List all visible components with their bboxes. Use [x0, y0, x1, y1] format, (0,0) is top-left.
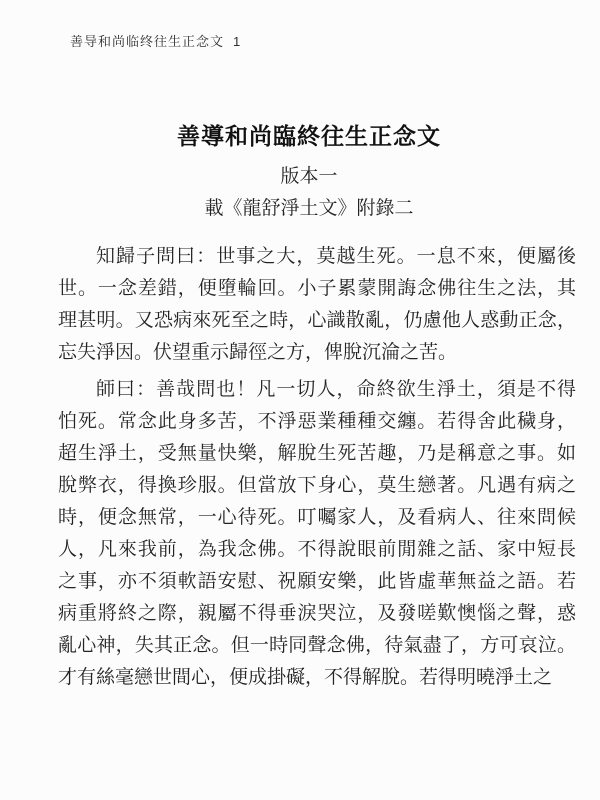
body-text-line: 師曰：善哉問也！凡一切人，命終欲生淨土，須是不得 [96, 379, 576, 400]
body-text-line: 才有絲毫戀世間心，便成掛礙，不得解脫。若得明曉淨土之 [58, 667, 553, 688]
body-text-line: 知歸子問曰：世事之大，莫越生死。一息不來，便屬後 [96, 246, 576, 267]
body-text-line: 忘失淨因。伏望重示歸徑之方，俾脫沉淪之苦。 [58, 342, 458, 363]
body-text-line: 時，便念無常，一心待死。叮囑家人，及看病人、往來問候 [58, 507, 576, 528]
body-text-line: 之事，亦不須軟語安慰、祝願安樂，此皆虛華無益之語。若 [58, 571, 576, 592]
body-text-line: 亂心神，失其正念。但一時同聲念佛，待氣盡了，方可哀泣。 [58, 635, 576, 656]
body-text-line: 世。一念差錯，便墮輪回。小子累蒙開誨念佛往生之法，其 [58, 278, 576, 299]
edition-subtitle: 版本一 [280, 166, 338, 187]
page-number: 1 [233, 34, 241, 49]
body-text-line: 理甚明。又恐病來死至之時，心識散亂，仍慮他人惑動正念， [58, 310, 576, 331]
body-text-line: 脫弊衣，得換珍服。但當放下身心，莫生戀著。凡遇有病之 [58, 475, 576, 496]
body-text-line: 怕死。常念此身多苦，不淨惡業種種交纏。若得舍此穢身， [58, 411, 576, 432]
source-subtitle: 載《龍舒淨土文》附錄二 [204, 198, 414, 219]
paragraph [58, 241, 576, 369]
body-text-line: 人，凡來我前，為我念佛。不得說眼前閒雜之話、家中短長 [58, 539, 576, 560]
body-text [58, 241, 576, 694]
paragraph [58, 374, 576, 694]
running-header [70, 33, 240, 51]
body-text-line: 超生淨土，受無量快樂，解脫生死苦趣，乃是稱意之事。如 [58, 443, 576, 464]
running-header-title: 善导和尚临终往生正念文 [70, 34, 225, 49]
document-title: 善導和尚臨終往生正念文 [177, 123, 441, 149]
body-text-line: 病重將終之際，親屬不得垂淚哭泣，及發嗟歎懊惱之聲，惑 [58, 603, 576, 624]
